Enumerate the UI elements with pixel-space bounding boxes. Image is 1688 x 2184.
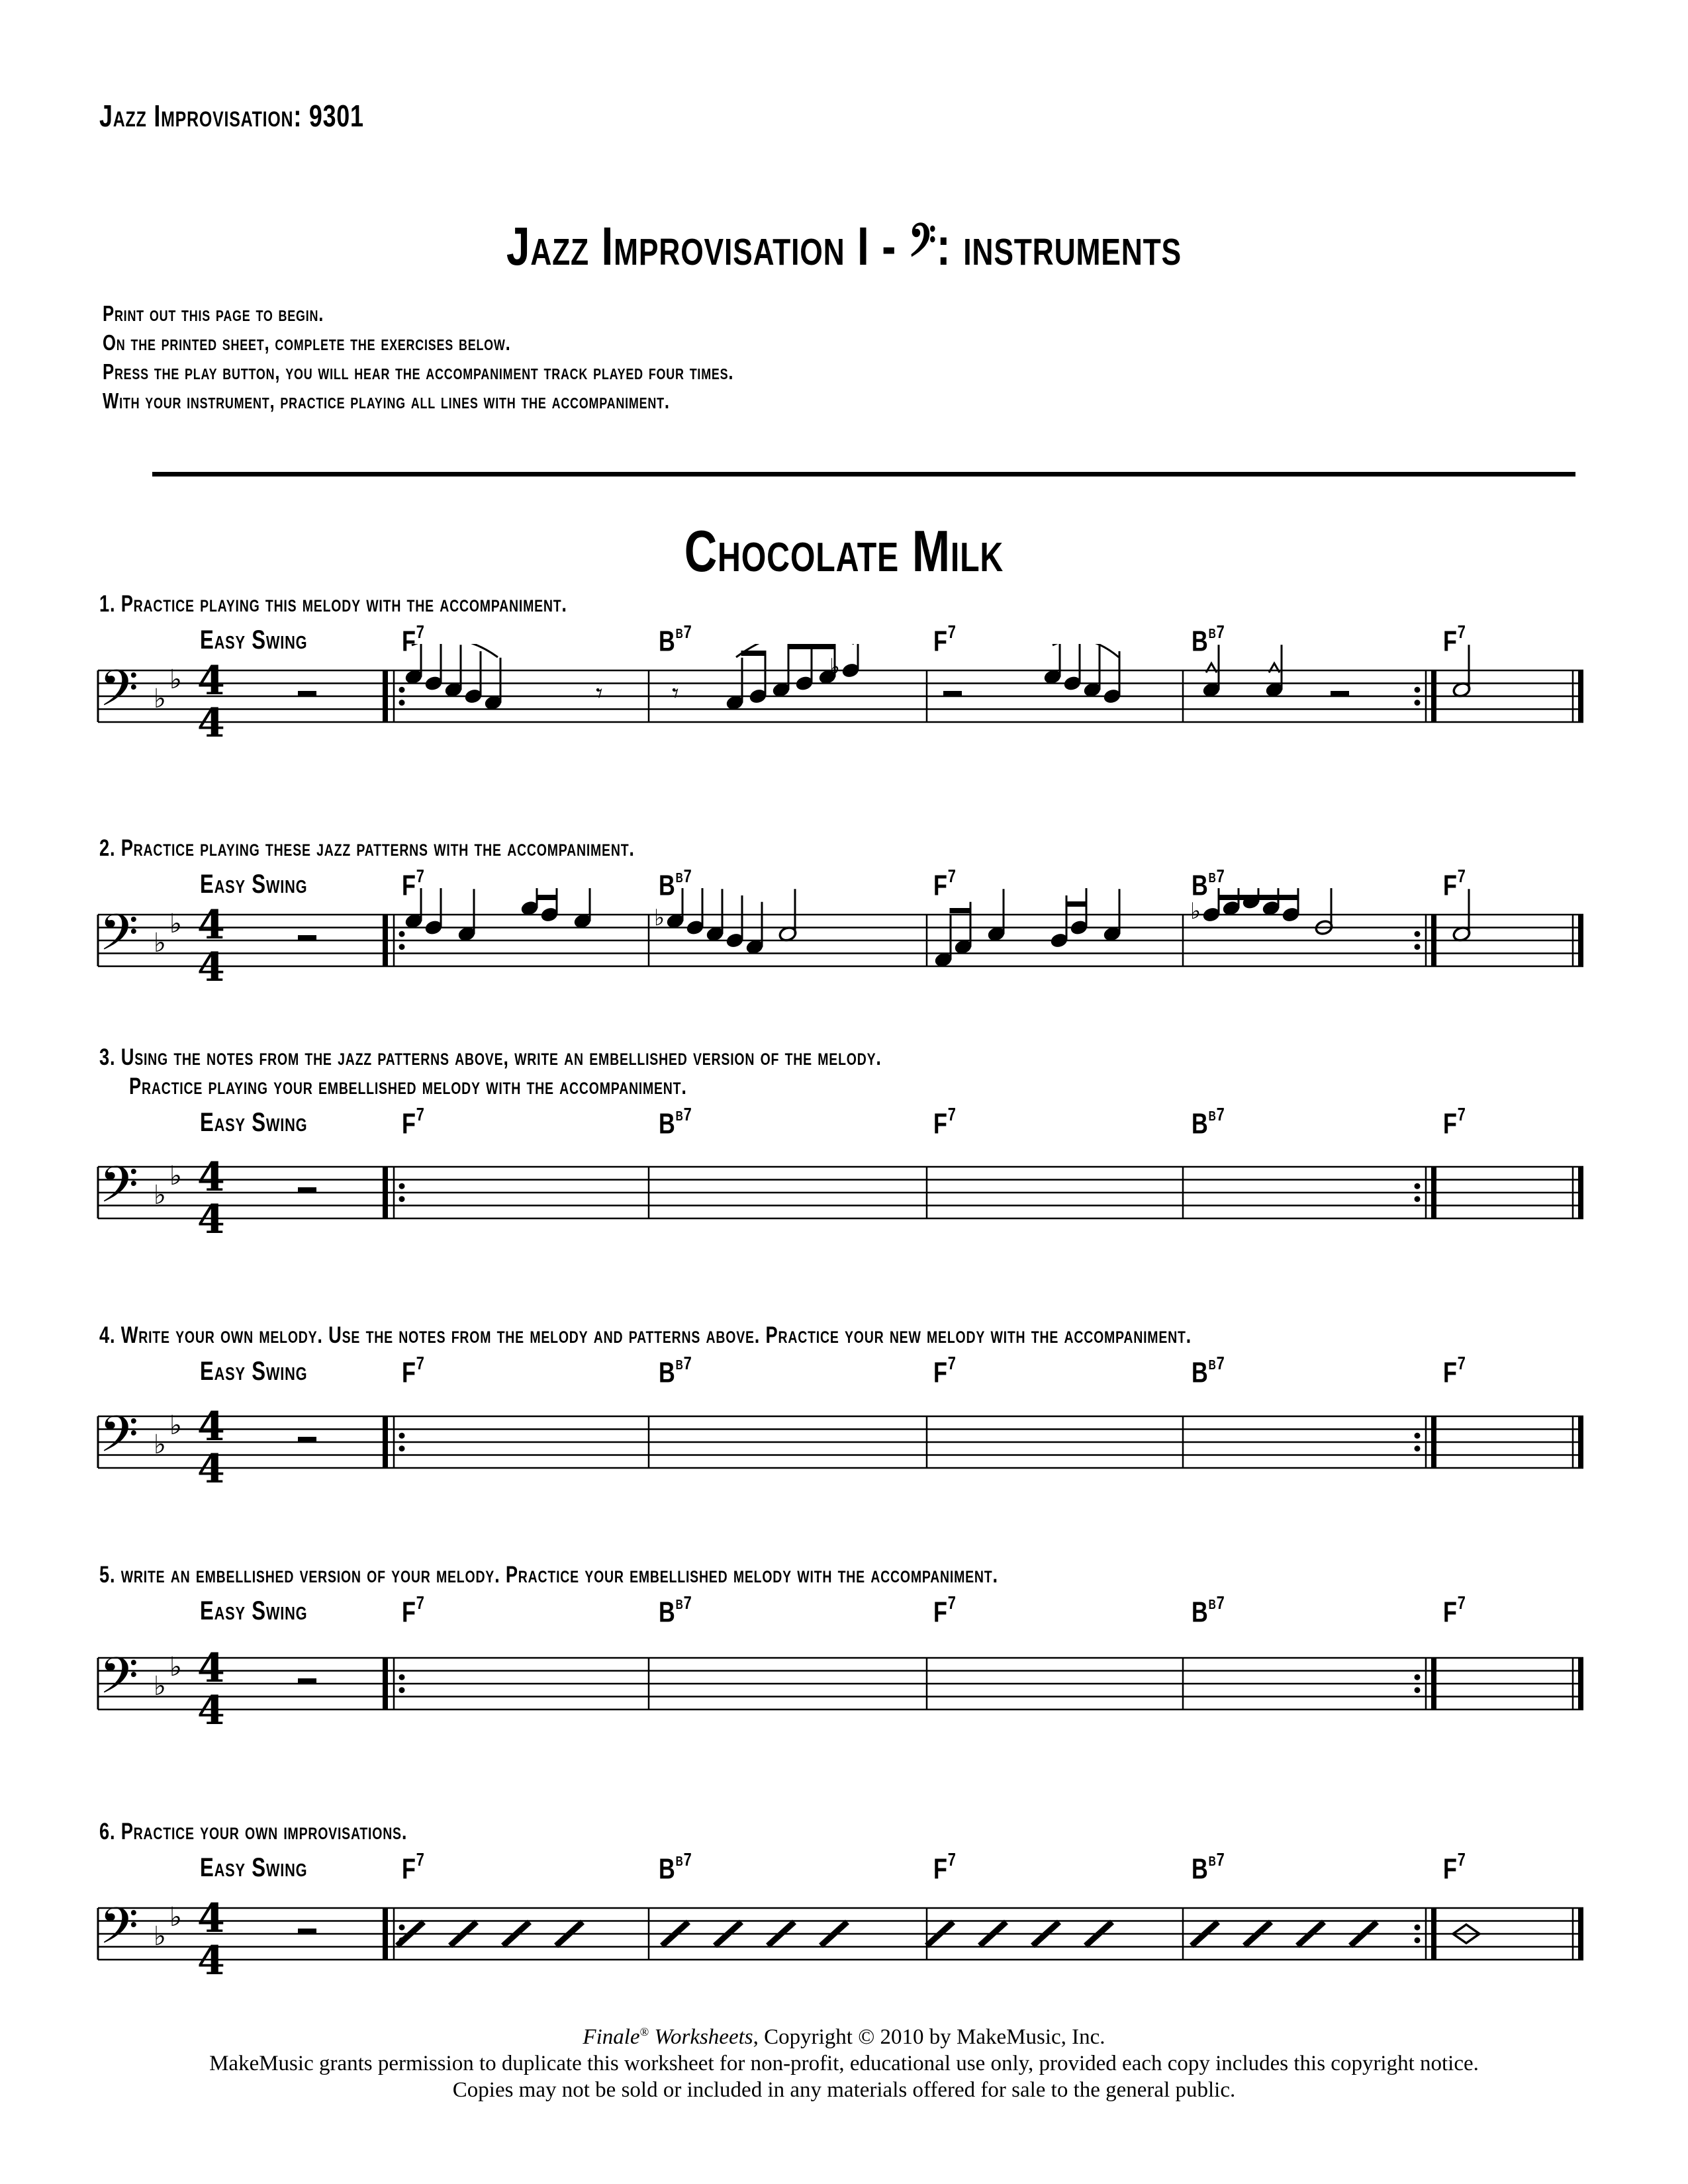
half-rest	[1331, 691, 1349, 696]
key-signature-flat: ♭	[169, 664, 182, 695]
chord-symbol	[1192, 1849, 1225, 1886]
chord-symbol	[1443, 1849, 1466, 1886]
title-prefix: Jazz Improvisation I -	[506, 216, 909, 277]
chord-root: F	[402, 1356, 416, 1389]
tempo-marking: Easy Swing	[200, 625, 308, 655]
chord-root: B	[659, 1107, 676, 1140]
final-barline-thick	[1578, 1658, 1583, 1709]
divider	[152, 472, 1575, 477]
chord-symbol	[933, 1592, 957, 1629]
half-rest	[298, 1187, 316, 1193]
time-signature-top: 4	[197, 1154, 225, 1201]
time-signature-bottom: 4	[197, 1688, 225, 1734]
repeat-dot	[399, 1433, 405, 1439]
chord-quality: b7	[675, 1353, 692, 1373]
bass-clef-icon: 𝄢	[99, 903, 139, 974]
chord-symbol	[1443, 1592, 1466, 1629]
chord-quality: b7	[675, 1104, 692, 1124]
intro-line: Print out this page to begin.	[103, 301, 324, 326]
chord-symbol	[1192, 1104, 1225, 1141]
exercise-instruction: 1. Practice playing this melody with the accompaniment.	[99, 591, 567, 617]
chord-root: B	[659, 1852, 676, 1886]
chord-symbol	[659, 1592, 692, 1629]
chord-root: F	[933, 1596, 948, 1629]
repeat-end-thick	[1431, 1658, 1436, 1709]
intro-instructions	[103, 299, 733, 416]
chord-quality: 7	[947, 866, 957, 886]
music-staff	[0, 644, 1688, 763]
chord-root: B	[1192, 1852, 1209, 1886]
repeat-dot	[1415, 1937, 1421, 1943]
key-signature-flat: ♭	[154, 684, 166, 714]
half-rest	[298, 1437, 316, 1442]
chord-symbol	[1443, 1104, 1466, 1141]
music-staff	[0, 1390, 1688, 1509]
chord-symbol	[402, 1592, 425, 1629]
repeat-dot	[1415, 700, 1421, 705]
repeat-end-thick	[1431, 1908, 1436, 1960]
chord-quality: 7	[1457, 1849, 1466, 1870]
chord-root: F	[402, 1596, 416, 1629]
repeat-end-thick	[1431, 1416, 1436, 1468]
chord-root: F	[1443, 1596, 1458, 1629]
registered-mark: ®	[639, 2025, 649, 2038]
chord-root: F	[402, 1107, 416, 1140]
chord-symbol	[1192, 1355, 1225, 1390]
chord-symbol	[933, 1355, 957, 1390]
footer-line-3: Copies may not be sold or included in any materials offered for sale to the general public.	[452, 2078, 1236, 2102]
footer-product-suffix: Worksheets	[649, 2025, 753, 2049]
chord-root: F	[933, 1107, 948, 1140]
footer-product: Finale	[583, 2025, 640, 2049]
chord-symbol	[402, 1849, 425, 1886]
chord-quality: 7	[947, 1104, 957, 1124]
chord-root: B	[1192, 1356, 1209, 1389]
chord-quality: 7	[947, 1592, 957, 1613]
half-rest	[943, 691, 962, 696]
repeat-dot	[399, 1445, 405, 1451]
chord-quality: 7	[416, 1353, 425, 1373]
chord-symbol	[933, 1849, 957, 1886]
key-signature-flat: ♭	[169, 1652, 182, 1682]
chord-symbol	[402, 1355, 425, 1390]
beam	[536, 895, 558, 900]
footer-line-1	[0, 2019, 1688, 2050]
half-rest	[298, 1678, 316, 1684]
flat-accidental: ♭	[654, 904, 665, 931]
repeat-dot	[1415, 1433, 1421, 1439]
repeat-dot	[399, 1674, 405, 1680]
repeat-dot	[1415, 1674, 1421, 1680]
bass-clef-icon: 𝄢	[99, 659, 139, 730]
tempo-marking: Easy Swing	[200, 1108, 308, 1137]
chord-quality: b7	[1208, 621, 1225, 642]
bass-clef-icon: 𝄢	[99, 1156, 139, 1226]
time-signature-bottom: 4	[197, 1938, 225, 1984]
repeat-dot	[399, 1183, 405, 1189]
repeat-dot	[1415, 1183, 1421, 1189]
repeat-start-thick	[383, 1167, 388, 1218]
chord-quality: b7	[1208, 1592, 1225, 1613]
chord-symbol	[1192, 1592, 1225, 1629]
final-barline-thick	[1578, 1167, 1583, 1218]
beam	[1218, 895, 1299, 900]
intro-line: On the printed sheet, complete the exercises below.	[103, 330, 511, 355]
footer	[0, 2019, 1688, 2103]
chord-root: F	[1443, 1356, 1458, 1389]
half-rest	[298, 691, 316, 696]
time-signature-top: 4	[197, 1404, 225, 1450]
beam	[950, 908, 972, 913]
eighth-rest: 𝄾	[672, 678, 679, 709]
chord-quality: 7	[416, 1104, 425, 1124]
chord-quality: 7	[416, 1592, 425, 1613]
final-barline-thick	[1578, 670, 1583, 722]
half-rest	[298, 935, 316, 940]
beam	[788, 644, 836, 649]
chord-quality: 7	[1457, 621, 1466, 642]
exercise-instruction: Practice playing your embellished melody with the accompaniment.	[129, 1073, 687, 1099]
chord-quality: b7	[675, 621, 692, 642]
bass-clef-icon: 𝄢	[99, 1647, 139, 1717]
final-barline-thick	[1578, 1416, 1583, 1468]
repeat-dot	[1415, 1196, 1421, 1202]
music-staff	[0, 888, 1688, 1007]
chord-quality: 7	[416, 621, 425, 642]
repeat-dot	[1415, 687, 1421, 693]
slur	[1053, 644, 1119, 657]
flat-accidental: ♭	[829, 654, 841, 680]
time-signature-bottom: 4	[197, 1197, 225, 1243]
repeat-dot	[399, 931, 405, 937]
chord-root: F	[1443, 1107, 1458, 1140]
chord-root: F	[933, 1356, 948, 1389]
chord-root: F	[933, 625, 948, 658]
tempo-marking: Easy Swing	[200, 1853, 308, 1882]
repeat-dot	[1415, 944, 1421, 950]
exercise-instruction: 3. Using the notes from the jazz patterns above, write an embellished version of the melody.	[99, 1044, 882, 1070]
chord-symbol	[402, 1104, 425, 1141]
music-staff	[0, 1631, 1688, 1751]
key-signature-flat: ♭	[169, 1161, 182, 1191]
chord-root: F	[1443, 625, 1458, 658]
repeat-start-thick	[383, 1416, 388, 1468]
chord-root: B	[659, 1596, 676, 1629]
chord-root: F	[1443, 869, 1458, 902]
repeat-end-thick	[1431, 670, 1436, 722]
repeat-dot	[1415, 931, 1421, 937]
key-signature-flat: ♭	[169, 1902, 182, 1933]
time-signature-bottom: 4	[197, 944, 225, 991]
repeat-end-thick	[1431, 915, 1436, 966]
time-signature-bottom: 4	[197, 1446, 225, 1492]
chord-symbol	[659, 1104, 692, 1141]
repeat-start-thick	[383, 915, 388, 966]
chord-quality: 7	[947, 1849, 957, 1870]
chord-quality: b7	[1208, 1104, 1225, 1124]
repeat-dot	[399, 1196, 405, 1202]
chord-quality: 7	[1457, 1353, 1466, 1373]
tempo-marking: Easy Swing	[200, 1596, 308, 1625]
exercise-instruction: 6. Practice your own improvisations.	[99, 1819, 408, 1844]
song-title: Chocolate Milk	[684, 518, 1004, 584]
exercise-instruction: 5. write an embellished version of your melody. Practice your embellished melody with the accompaniment.	[99, 1562, 998, 1588]
chord-root: F	[933, 869, 948, 902]
key-signature-flat: ♭	[154, 1180, 166, 1210]
chord-root: F	[402, 625, 416, 658]
chord-quality: b7	[675, 866, 692, 886]
key-signature-flat: ♭	[169, 909, 182, 939]
staff-notes	[404, 644, 1472, 711]
chord-root: B	[659, 625, 676, 658]
repeat-dot	[399, 1687, 405, 1693]
repeat-start-thick	[383, 1658, 388, 1709]
title-suffix: : instruments	[936, 216, 1182, 277]
bass-clef-icon: 𝄢	[99, 1897, 139, 1968]
footer-copyright: , Copyright © 2010 by MakeMusic, Inc.	[753, 2025, 1105, 2049]
chord-quality: 7	[416, 1849, 425, 1870]
chord-symbol	[1443, 1355, 1466, 1390]
final-barline-thick	[1578, 1908, 1583, 1960]
chord-root: B	[1192, 625, 1209, 658]
key-signature-flat: ♭	[169, 1410, 182, 1441]
repeat-end-thick	[1431, 1167, 1436, 1218]
chord-root: B	[659, 1356, 676, 1389]
bass-clef-icon: 𝄢	[99, 1405, 139, 1476]
chord-root: F	[402, 869, 416, 902]
footer-line-2: MakeMusic grants permission to duplicate this worksheet for non-profit, educational use only, provided each copy includes this copyright notice.	[209, 2052, 1479, 2075]
time-signature-top: 4	[197, 1645, 225, 1692]
chord-quality: 7	[416, 866, 425, 886]
exercise-instruction: 2. Practice playing these jazz patterns with the accompaniment.	[99, 835, 635, 861]
chord-root: B	[1192, 869, 1209, 902]
chord-quality: 7	[1457, 1104, 1466, 1124]
slur	[412, 644, 498, 657]
bass-clef-icon: 𝄢	[908, 215, 937, 278]
repeat-dot	[1415, 1925, 1421, 1931]
flat-accidental: ♭	[1190, 898, 1201, 925]
tempo-marking: Easy Swing	[200, 870, 308, 899]
key-signature-flat: ♭	[154, 1921, 166, 1952]
tempo-marking: Easy Swing	[200, 1357, 308, 1386]
chord-quality: b7	[1208, 1353, 1225, 1373]
repeat-start-thick	[383, 670, 388, 722]
time-signature-bottom: 4	[197, 700, 225, 747]
chord-quality: b7	[675, 1849, 692, 1870]
intro-line: With your instrument, practice playing all lines with the accompaniment.	[103, 388, 670, 413]
chord-quality: b7	[675, 1592, 692, 1613]
music-staff	[0, 1140, 1688, 1259]
chord-root: B	[1192, 1596, 1209, 1629]
page-title	[0, 215, 1688, 279]
repeat-dot	[1415, 1445, 1421, 1451]
repeat-dot	[1415, 1687, 1421, 1693]
intro-line: Press the play button, you will hear the accompaniment track played four times.	[103, 359, 734, 384]
music-staff	[0, 1882, 1688, 2001]
repeat-start-thick	[383, 1908, 388, 1960]
chord-quality: 7	[1457, 1592, 1466, 1613]
chord-quality: b7	[1208, 866, 1225, 886]
chord-quality: b7	[1208, 1849, 1225, 1870]
chord-symbol	[659, 1355, 692, 1390]
chord-quality: 7	[947, 1353, 957, 1373]
half-rest	[298, 1929, 316, 1934]
key-signature-flat: ♭	[154, 1430, 166, 1460]
chord-root: B	[659, 869, 676, 902]
exercise-instruction: 4. Write your own melody. Use the notes from the melody and patterns above. Practice your new melody with the accompaniment.	[99, 1322, 1192, 1348]
time-signature-top: 4	[197, 902, 225, 948]
time-signature-top: 4	[197, 658, 225, 704]
chord-quality: 7	[947, 621, 957, 642]
eighth-rest: 𝄾	[596, 678, 603, 709]
repeat-dot	[399, 687, 405, 693]
key-signature-flat: ♭	[154, 928, 166, 958]
chord-root: F	[933, 1852, 948, 1886]
repeat-dot	[399, 944, 405, 950]
chord-root: B	[1192, 1107, 1209, 1140]
chord-root: F	[402, 1852, 416, 1886]
time-signature-top: 4	[197, 1895, 225, 1942]
chord-root: F	[1443, 1852, 1458, 1886]
beam	[1066, 901, 1088, 907]
repeat-dot	[399, 700, 405, 705]
final-barline-thick	[1578, 915, 1583, 966]
chord-symbol	[933, 1104, 957, 1141]
chord-quality: 7	[1457, 866, 1466, 886]
repeat-dot	[399, 1925, 405, 1931]
worksheet-id: Jazz Improvisation: 9301	[99, 99, 364, 133]
key-signature-flat: ♭	[154, 1671, 166, 1702]
chord-symbol	[659, 1849, 692, 1886]
